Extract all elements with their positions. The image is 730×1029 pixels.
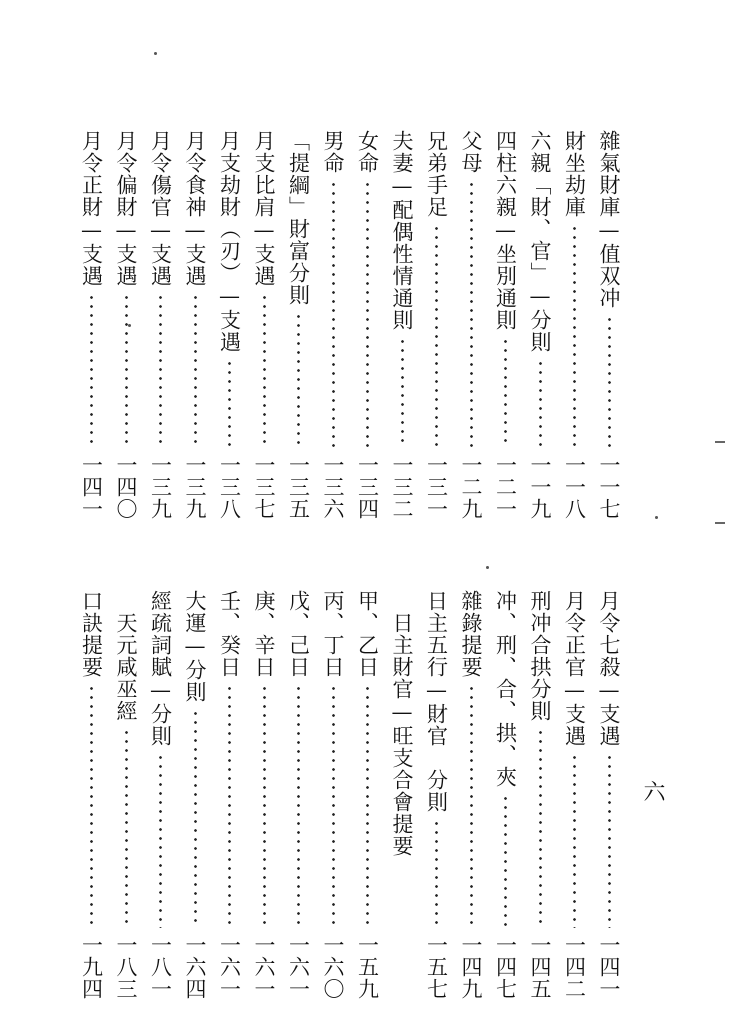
- toc-entry: [594, 130, 624, 520]
- toc-entry: [594, 590, 624, 1000]
- toc-entry-page: 一三七: [252, 454, 276, 520]
- toc-entry-title: 月支劫財（刃）—支遇: [217, 130, 242, 353]
- toc-entry-title: 六親「財、官」—分則: [528, 130, 552, 353]
- toc-entry-title: 月令傷官—支遇: [148, 130, 173, 287]
- toc-entry: [387, 612, 417, 1000]
- toc-entry-title: 財坐劫庫: [562, 130, 587, 218]
- toc-entry-page: 一六〇: [321, 934, 345, 1000]
- scan-speck: [128, 324, 131, 327]
- dot-leader: [228, 359, 231, 448]
- toc-entry: [353, 130, 383, 520]
- toc-entry-page: 一二一: [493, 454, 518, 520]
- toc-entry-page: 一六一: [286, 934, 311, 1000]
- dot-leader: [539, 728, 542, 928]
- dot-leader: [125, 728, 128, 928]
- toc-entry-page: 一六一: [217, 934, 242, 1000]
- dot-leader: [401, 337, 404, 448]
- toc-entry-title: 夫妻—配偶性情通則: [390, 130, 414, 331]
- toc-entry-title: 壬、癸日: [217, 590, 242, 678]
- toc-entry: [491, 130, 521, 520]
- toc-entry-title: 甲、乙日: [355, 590, 380, 678]
- toc-entry: [180, 590, 210, 1000]
- dot-leader: [297, 684, 300, 928]
- page-number: 六: [640, 780, 665, 802]
- scan-mark: [715, 522, 725, 524]
- toc-entry-title: 月令七殺—支遇: [597, 590, 621, 747]
- toc-entry: [146, 130, 176, 520]
- toc-entry-page: 一一七: [597, 454, 621, 520]
- toc-entry-page: 一一八: [562, 454, 587, 520]
- toc-entry-page: 一三九: [183, 454, 207, 520]
- toc-entry-page: 一三五: [286, 454, 311, 520]
- dot-leader: [263, 293, 266, 448]
- toc-entry-page: 一五七: [424, 934, 449, 1000]
- toc-entry-title: 「提綱」財富分則: [286, 130, 311, 306]
- toc-entry-page: 一四〇: [114, 454, 138, 520]
- toc-entry: [249, 130, 279, 520]
- toc-entry: [284, 590, 314, 1000]
- dot-leader: [470, 180, 473, 448]
- dot-leader: [435, 819, 438, 928]
- toc-entry-page: 一四二: [562, 934, 587, 1000]
- toc-entry-page: 一四一: [79, 454, 104, 520]
- toc-entry: [525, 590, 555, 1000]
- toc-entry-title: 口訣提要: [79, 590, 104, 678]
- toc-entry-title: 父母: [459, 130, 483, 174]
- dot-leader: [608, 753, 611, 928]
- dot-leader: [366, 684, 369, 928]
- toc-entry-page: 一四七: [493, 934, 518, 1000]
- dot-leader: [125, 293, 128, 448]
- dot-leader: [608, 315, 611, 448]
- scan-speck: [655, 516, 658, 519]
- toc-entry: [215, 590, 245, 1000]
- toc-entry: [111, 130, 141, 520]
- toc-entry-title: 刑冲合拱分則: [528, 590, 552, 722]
- toc-entry-page: 一九四: [79, 934, 104, 1000]
- toc-entry: [456, 130, 486, 520]
- dot-leader: [573, 224, 576, 448]
- toc-entry-page: 一八一: [148, 934, 173, 1000]
- toc-entry-page: 一三八: [217, 454, 242, 520]
- toc-entry-page: 一三二: [390, 454, 414, 520]
- toc-entry: [353, 590, 383, 1000]
- scan-speck: [486, 566, 489, 569]
- dot-leader: [504, 337, 507, 448]
- dot-leader: [90, 293, 93, 448]
- toc-entry: [146, 590, 176, 1000]
- toc-entry: [525, 130, 555, 520]
- toc-entry-page: 一六一: [252, 934, 276, 1000]
- toc-entry: [77, 590, 107, 1000]
- toc-entry: [387, 130, 417, 520]
- dot-leader: [263, 684, 266, 928]
- toc-entry-title: 兄弟手足: [424, 130, 449, 218]
- toc-entry-title: 女命: [355, 130, 380, 174]
- toc-entry-title: 日主五行—財官 分則: [424, 590, 449, 813]
- toc-entry: [560, 590, 590, 1000]
- dot-leader: [159, 293, 162, 448]
- toc-entry: [284, 130, 314, 520]
- toc-entry-title: 大運—分則: [183, 590, 207, 703]
- toc-entry: [249, 590, 279, 1000]
- toc-entry-page: 一五九: [355, 934, 380, 1000]
- dot-leader: [470, 684, 473, 928]
- toc-entry-title: 月令食神—支遇: [183, 130, 207, 287]
- toc-entry-title: 月支比肩—支遇: [252, 130, 276, 287]
- toc-entry-page: 一六四: [183, 934, 207, 1000]
- dot-leader: [194, 709, 197, 928]
- toc-entry-page: 一三一: [424, 454, 449, 520]
- toc-entry-title: 庚、辛日: [252, 590, 276, 678]
- toc-entry: [422, 590, 452, 1000]
- toc-entry: [422, 130, 452, 520]
- toc-entry-title: 雜錄提要: [459, 590, 483, 678]
- dot-leader: [504, 794, 507, 928]
- dot-leader: [332, 180, 335, 448]
- toc-entry-title: 經疏詞賦—分則: [148, 590, 173, 747]
- toc-entry: [180, 130, 210, 520]
- dot-leader: [539, 359, 542, 448]
- dot-leader: [228, 684, 231, 928]
- toc-entry-page: 一一九: [528, 454, 552, 520]
- toc-entry-title: 月令正財—支遇: [79, 130, 104, 287]
- toc-entry-title: 冲、刑、合、拱、夾: [493, 590, 518, 788]
- toc-entry: [560, 130, 590, 520]
- toc-entry-title: 雜氣財庫—值双冲: [597, 130, 621, 309]
- toc-entry: [491, 590, 521, 1000]
- toc-entry-title: 男命: [321, 130, 345, 174]
- toc-entry-page: 一二九: [459, 454, 483, 520]
- dot-leader: [90, 684, 93, 928]
- dot-leader: [159, 753, 162, 928]
- toc-entry: [111, 612, 141, 1000]
- toc-entry: [318, 130, 348, 520]
- toc-entry-page: 一四一: [597, 934, 621, 1000]
- toc-entry-title: 月令偏財—支遇: [114, 130, 138, 287]
- toc-entry: [77, 130, 107, 520]
- dot-leader: [573, 753, 576, 928]
- dot-leader: [297, 312, 300, 448]
- scan-speck: [154, 52, 157, 55]
- toc-entry-title: 月令正官—支遇: [562, 590, 587, 747]
- scan-mark: [715, 441, 725, 443]
- toc-entry-title: 戊、己日: [286, 590, 311, 678]
- toc-entry-page: 一三四: [355, 454, 380, 520]
- toc-entry-page: 一三九: [148, 454, 173, 520]
- toc-entry-title: 天元咸巫經: [114, 612, 138, 722]
- dot-leader: [194, 293, 197, 448]
- toc-entry-title: 丙、丁日: [321, 590, 345, 678]
- dot-leader: [435, 224, 438, 448]
- toc-entry: [456, 590, 486, 1000]
- toc-entry: [215, 130, 245, 520]
- dot-leader: [332, 684, 335, 928]
- toc-entry: [318, 590, 348, 1000]
- toc-entry-title: 四柱六親—坐別通則: [493, 130, 518, 331]
- toc-entry-title: 日主財官—旺支合會提要: [390, 612, 414, 857]
- toc-entry-page: 一八三: [114, 934, 138, 1000]
- toc-entry-page: 一四九: [459, 934, 483, 1000]
- dot-leader: [366, 180, 369, 448]
- toc-entry-page: 一四五: [528, 934, 552, 1000]
- toc-entry-page: 一三六: [321, 454, 345, 520]
